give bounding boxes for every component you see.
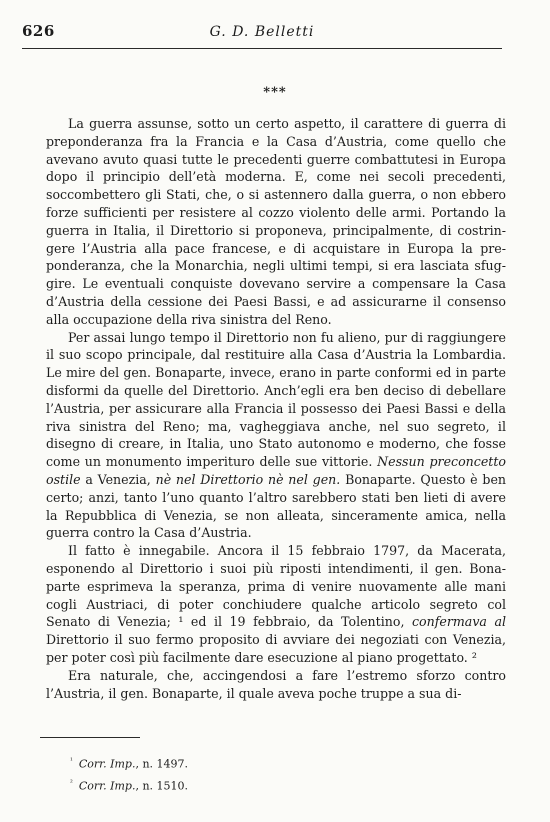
footnote-separator [40, 737, 140, 738]
footnote-reference: , n. 1510. [135, 779, 189, 793]
footnote [70, 774, 188, 796]
body-text [46, 115, 506, 702]
text-run: Per assai lungo tempo il Direttorio non fu alieno, pur di raggiungere il suo scopo principale, dal restituire alla Casa d’Austria la Lombardia. Le mire del gen. Bonaparte, invece, erano in parte conformi ed in parte disformi da quelle del Direttorio. Anch’egli era ben deciso di debellare l’Austria, per assicurare alla Francia il possesso dei Paesi Bassi e della riva sinistra del Reno; ma, vagheggiava anche, nel suo segreto, il disegno di creare, in Italia, uno Stato autonomo e moderno, che fosse come un monumento imperituro delle sue vittorie. [46, 329, 506, 470]
footnote-marker: ² [70, 778, 73, 787]
paragraph [46, 115, 506, 329]
footnote-source: Corr. Imp. [78, 757, 136, 771]
paragraph [46, 542, 506, 667]
paragraph [46, 667, 506, 703]
text-run: Era naturale, che, accingendosi a fare l’estremo sforzo contro l’Austria, il gen. Bonaparte, il quale aveva poche truppe a sua di- [46, 667, 506, 701]
footnote-marker: ¹ [70, 757, 73, 765]
italic-run: nè nel Direttorio nè nel gen. [155, 471, 341, 487]
running-head: G. D. Belletti [209, 24, 315, 40]
paragraph [46, 329, 506, 543]
text-run: a Venezia, [80, 471, 156, 487]
text-run: La guerra assunse, sotto un certo aspetto, il carattere di guerra di preponderanza fra la Francia e la Casa d’Austria, come quello che avevano avuto quasi tutte le precedenti guerre combattutesi in Europa dopo il principio dell’età moderna. E, come nei secoli precedenti, soccombettero gli Stati, che, o si astennero dalla guerra, o non ebbero forze sufficienti per resistere al cozzo violento delle armi. Portando la guerra in Italia, il Direttorio si proponeva, principalmente, di costringere l’Austria alla pace francese, e di acquistare in Europa la preponderanza, che la Monarchia, negli ultimi tempi, si era lasciata sfuggire. Le eventuali conquiste dovevano servire a compensare la Casa d’Austria della cessione dei Paesi Bassi, e ad assicurarne il consenso alla occupazione della riva sinistra del Reno. [46, 116, 506, 327]
page-number: 626 [22, 22, 55, 40]
header-rule [22, 48, 502, 49]
text-run: Il fatto è innegabile. Ancora il 15 febbraio 1797, da Macerata, esponendo al Direttorio i suoi più riposti intendimenti, il gen. Bonaparte esprimeva la speranza, prima di venire nuovamente alle mani cogli Austriaci, di poter conchiudere qualche articolo segreto col Senato di Venezia; ¹ ed il 19 febbraio, da Tolentino, [46, 543, 506, 630]
italic-run: Nessun preconcetto ostile [46, 454, 506, 487]
italic-run: confermava al [411, 614, 506, 630]
section-asterism: *** [263, 85, 287, 100]
footnotes [70, 752, 188, 795]
text-run: Bonaparte. Questo è ben certo; anzi, tanto l’uno quanto l’altro sarebbero stati ben lieti di avere la Repubblica di Venezia, se non alleata, sinceramente amica, nella guerra contro la Casa d’Austria. [46, 471, 507, 541]
page-header [22, 22, 502, 50]
footnote-source: Corr. Imp. [78, 779, 136, 793]
footnote-reference: , n. 1497. [135, 757, 189, 771]
footnote [70, 752, 188, 774]
text-run: Direttorio il suo fermo proposito di avviare dei negoziati con Venezia, per poter così più facilmente dare esecuzione al piano progettato. ² [46, 632, 506, 665]
